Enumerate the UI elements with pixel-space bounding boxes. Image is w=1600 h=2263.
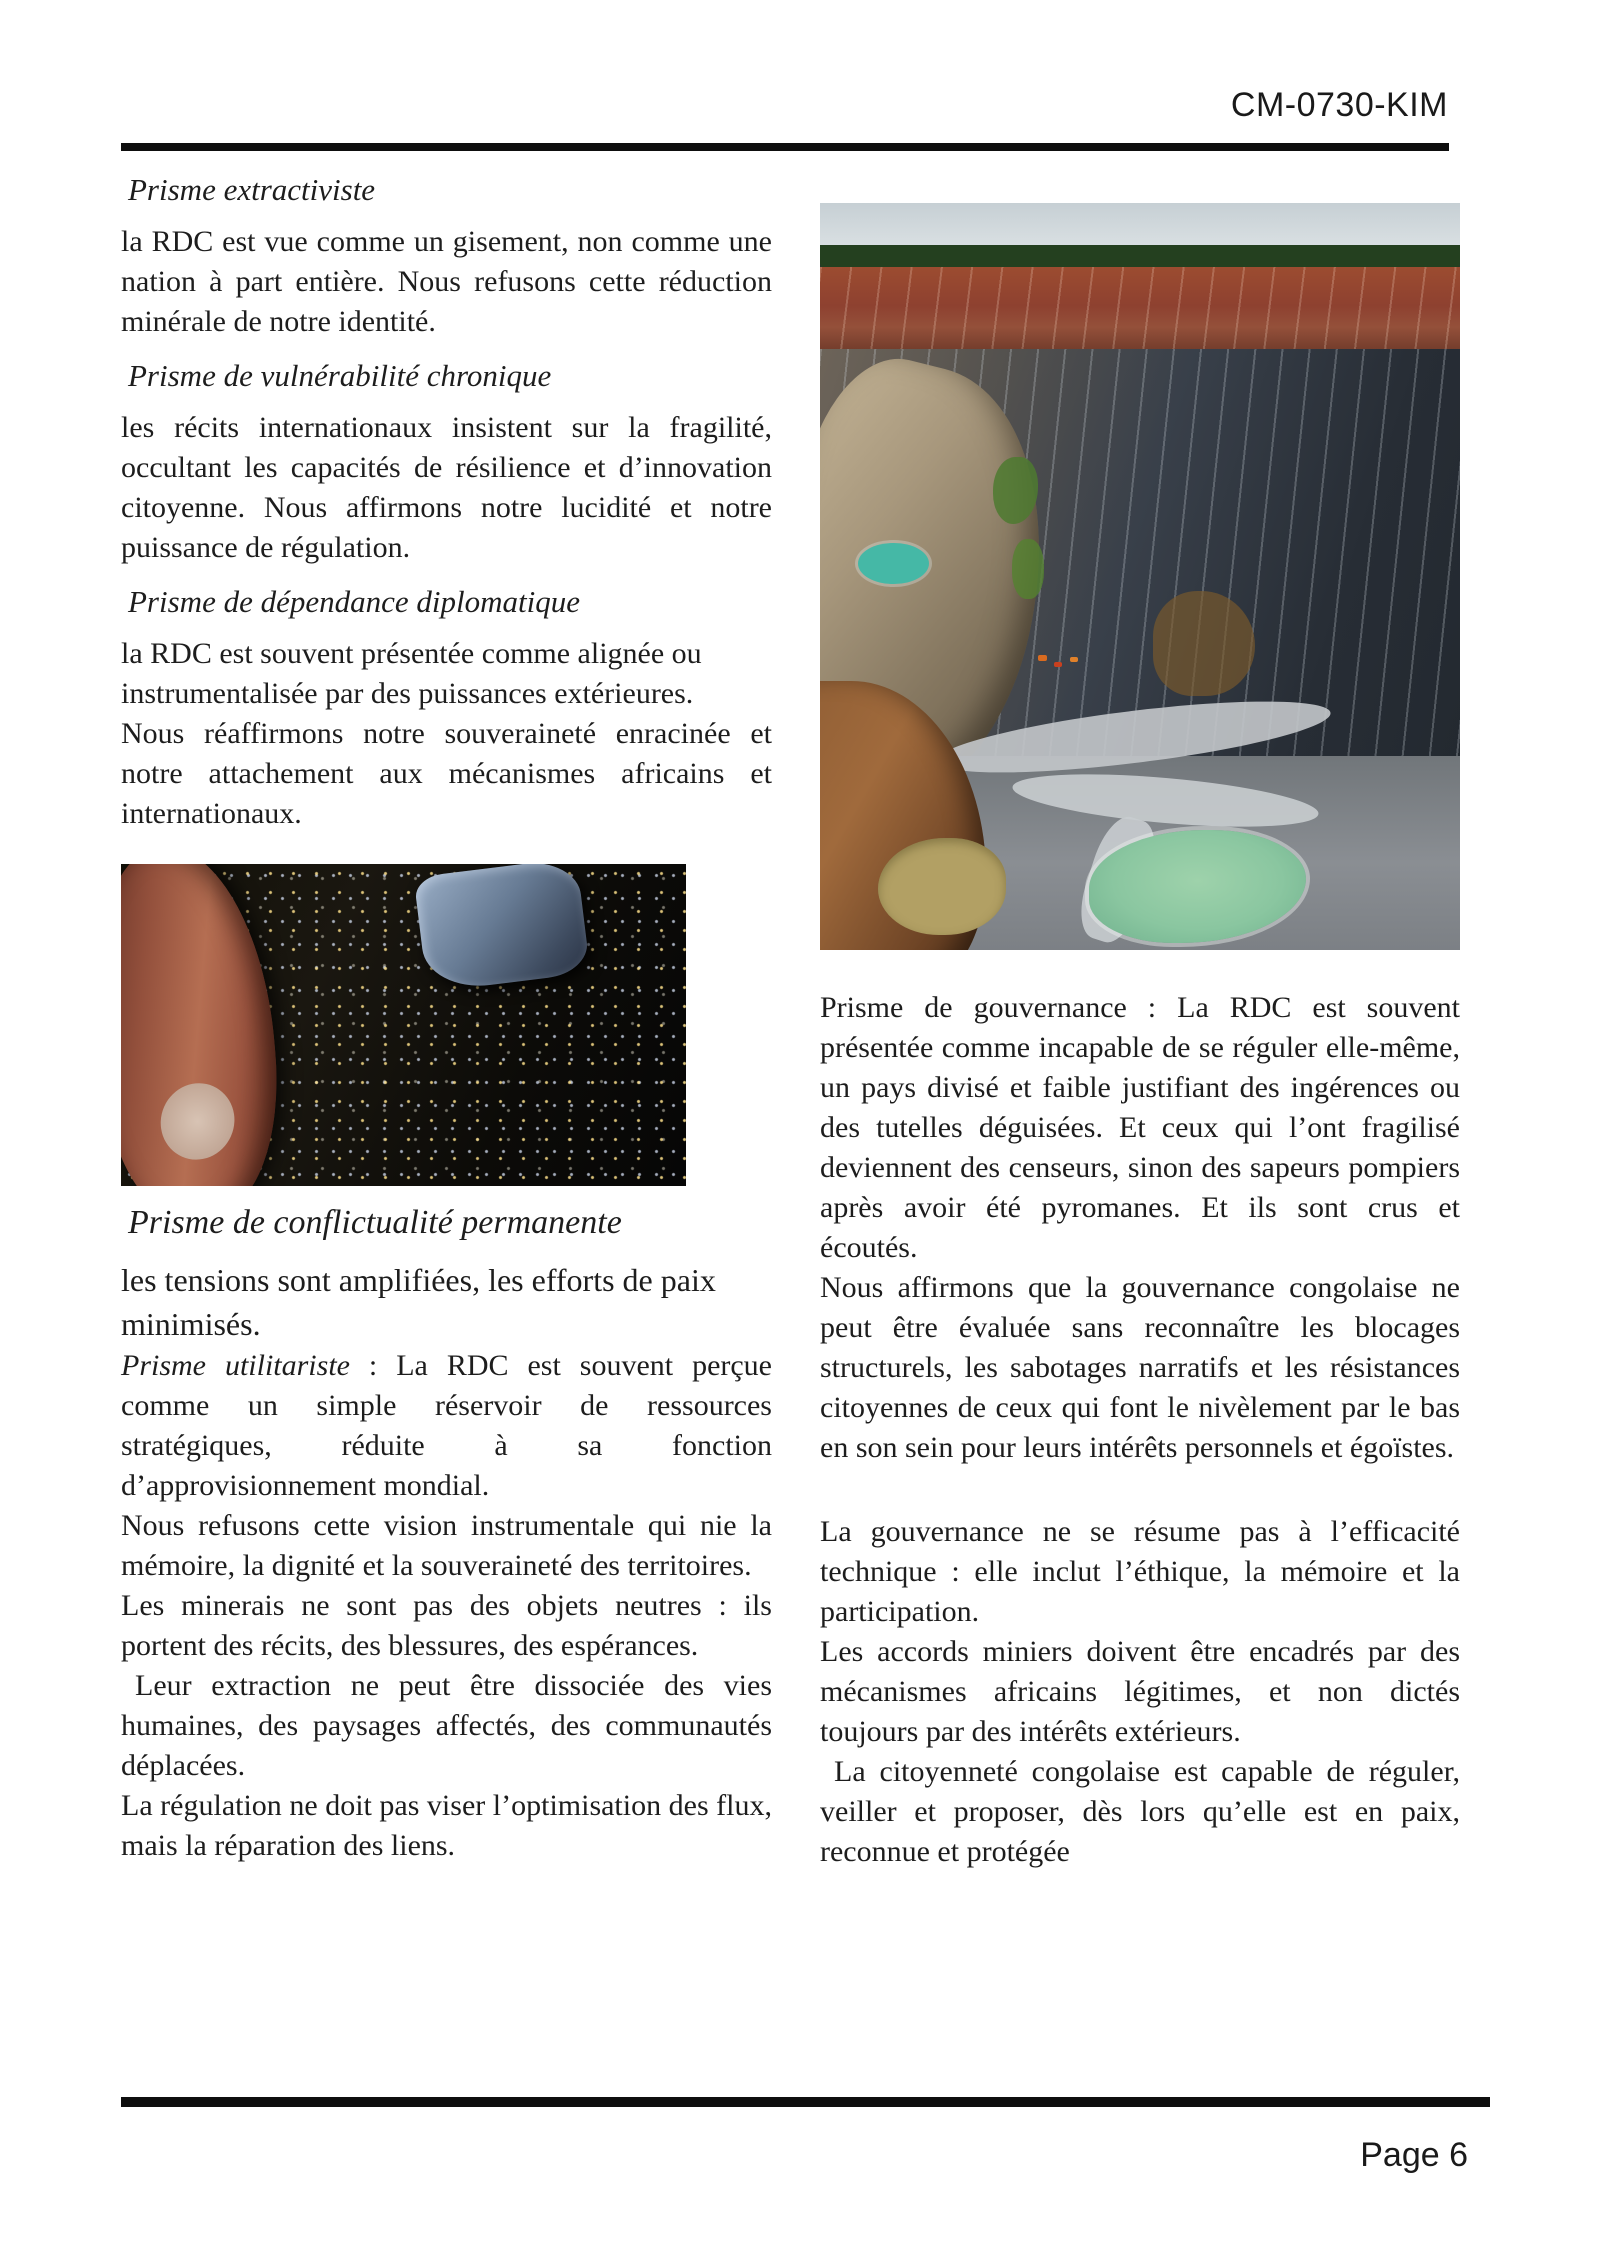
heading-prisme-conflictualite: Prisme de conflictualité permanente bbox=[128, 1204, 622, 1241]
paragraph: Nous réaffirmons notre souveraineté enracinée et notre attachement aux mécanismes africains et internationaux. bbox=[121, 717, 772, 830]
mining-truck bbox=[1054, 662, 1062, 667]
ore-chunk bbox=[353, 983, 483, 1092]
paragraph: Leur extraction ne peut être dissociée des vies humaines, des paysages affectés, des communautés déplacées. bbox=[121, 1669, 772, 1782]
header-rule bbox=[121, 143, 1449, 151]
mining-truck bbox=[1038, 655, 1047, 661]
paragraph: la RDC est vue comme un gisement, non comme une nation à part entière. Nous refusons cette réduction minérale de notre identité. bbox=[121, 225, 772, 338]
document-code: CM-0730-KIM bbox=[1230, 86, 1448, 124]
mining-truck bbox=[1070, 657, 1078, 662]
heading-prisme-extractiviste: Prisme extractiviste bbox=[128, 172, 376, 207]
vegetation-patch bbox=[1012, 539, 1044, 599]
open-pit-mine-photo bbox=[820, 203, 1460, 950]
ochre-patch bbox=[1153, 591, 1255, 696]
paragraph: la RDC est souvent présentée comme alignée ou instrumentalisée par des puissances extérieures. bbox=[121, 637, 702, 710]
paragraph: La gouvernance ne se résume pas à l’efficacité technique : elle inclut l’éthique, la mémoire et la participation. bbox=[820, 1515, 1460, 1628]
paragraph-rest: : La RDC est souvent perçue comme un simple réservoir de ressources stratégiques, réduite à sa fonction d’approvisionnement mondial. bbox=[121, 1349, 773, 1502]
paragraph: Nous affirmons que la gouvernance congolaise ne peut être évaluée sans reconnaître les blocages structurels, les sabotages narratifs et les résistances citoyennes de ceux qui font le nivèlement par le bas en son sein pour leurs intérêts personnels et égoïstes. bbox=[820, 1271, 1460, 1464]
paragraph bbox=[121, 1346, 772, 1506]
paragraph-lead-italic: Prisme utilitariste bbox=[121, 1349, 350, 1382]
paragraph: Prisme de gouvernance : La RDC est souvent présentée comme incapable de se réguler elle-même, un pays divisé et faible justifiant des ingérences ou des tutelles déguisées. Et ceux qui l’ont fragilisé deviennent des censeurs, sinon des sapeurs pompiers après avoir été pyromanes. Et ils sont crus et écoutés. bbox=[820, 991, 1460, 1264]
red-bench-band bbox=[820, 267, 1460, 353]
left-column bbox=[121, 170, 772, 1866]
minerals-hand-photo bbox=[121, 864, 686, 1186]
heading-prisme-dependance: Prisme de dépendance diplomatique bbox=[128, 584, 580, 619]
heading-prisme-vulnerabilite: Prisme de vulnérabilité chronique bbox=[128, 358, 552, 393]
muddy-pond bbox=[878, 838, 1006, 935]
ore-chunk bbox=[414, 864, 591, 993]
paragraph: La régulation ne doit pas viser l’optimisation des flux, mais la réparation des liens. bbox=[121, 1789, 772, 1862]
paragraph: La citoyenneté congolaise est capable de réguler, veiller et proposer, dès lors qu’elle est en paix, reconnue et protégée bbox=[820, 1755, 1460, 1868]
right-column bbox=[820, 988, 1460, 1872]
footer-rule bbox=[121, 2097, 1490, 2107]
paragraph: Les minerais ne sont pas des objets neutres : ils portent des récits, des blessures, des espérances. bbox=[121, 1589, 772, 1662]
teal-pond bbox=[858, 543, 928, 584]
paragraph: Les accords miniers doivent être encadrés par des mécanismes africains légitimes, et non dictés toujours par des intérêts extérieurs. bbox=[820, 1635, 1460, 1748]
paragraph: Nous refusons cette vision instrumentale qui nie la mémoire, la dignité et la souveraineté des territoires. bbox=[121, 1509, 772, 1582]
paragraph: les récits internationaux insistent sur la fragilité, occultant les capacités de résilience et d’innovation citoyenne. Nous affirmons notre lucidité et notre puissance de régulation. bbox=[121, 411, 772, 564]
paragraph: les tensions sont amplifiées, les efforts de paix minimisés. bbox=[121, 1262, 716, 1342]
page-number: Page 6 bbox=[1360, 2136, 1468, 2174]
